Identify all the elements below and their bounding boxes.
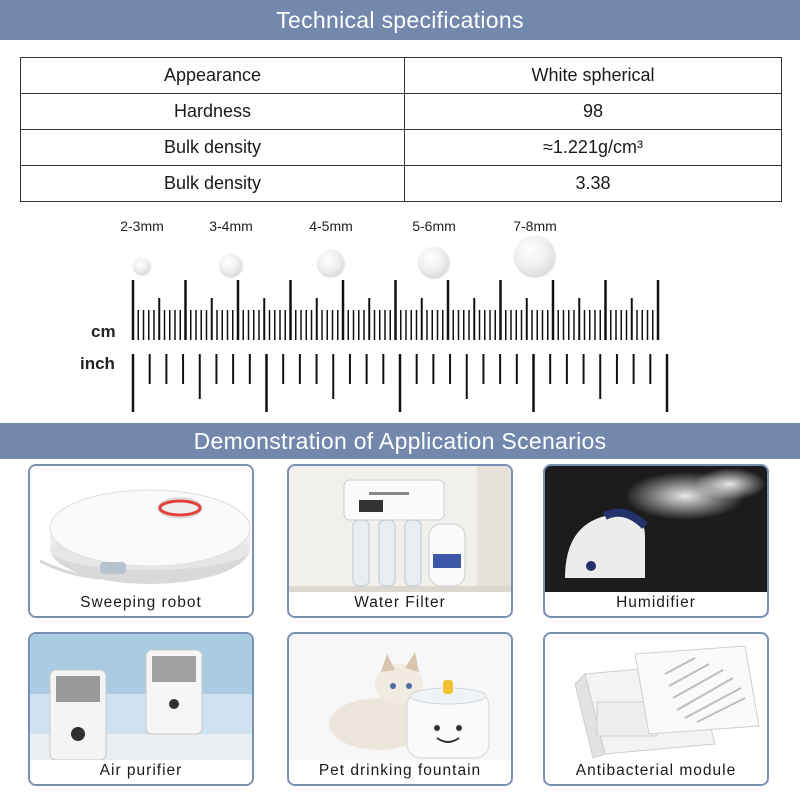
table-row xyxy=(21,94,782,130)
spec-label: Hardness xyxy=(21,94,405,130)
spec-value: 3.38 xyxy=(405,166,782,202)
scenario-card-sweeping-robot xyxy=(28,464,254,618)
scenarios-title: Demonstration of Application Scenarios xyxy=(0,423,800,459)
humidifier-icon xyxy=(545,466,767,594)
size-label: 5-6mm xyxy=(412,218,456,234)
inch-label: inch xyxy=(80,354,115,373)
specs-title: Technical specifications xyxy=(0,0,800,40)
spec-table xyxy=(20,57,782,202)
scenario-card-humidifier xyxy=(543,464,769,618)
spec-label: Bulk density xyxy=(21,130,405,166)
table-row xyxy=(21,130,782,166)
ruler xyxy=(0,270,800,420)
spec-label: Bulk density xyxy=(21,166,405,202)
robot-vacuum-icon xyxy=(30,466,252,594)
scenario-caption: Water Filter xyxy=(289,592,511,616)
spec-value: 98 xyxy=(405,94,782,130)
spec-value: ≈1.221g/cm³ xyxy=(405,130,782,166)
scenario-caption: Antibacterial module xyxy=(545,760,767,784)
scenario-caption: Pet drinking fountain xyxy=(289,760,511,784)
size-label: 4-5mm xyxy=(309,218,353,234)
air-purifier-icon xyxy=(30,634,252,762)
cm-scale xyxy=(133,280,658,340)
scenario-card-air-purifier xyxy=(28,632,254,786)
water-filter-icon xyxy=(289,466,511,594)
pet-fountain-icon xyxy=(289,634,511,762)
scenario-card-pet-fountain xyxy=(287,632,513,786)
inch-scale xyxy=(133,354,667,412)
cm-label: cm xyxy=(91,322,116,341)
table-row xyxy=(21,58,782,94)
scenario-card-water-filter xyxy=(287,464,513,618)
antibacterial-module-icon xyxy=(545,634,767,762)
scenario-caption: Air purifier xyxy=(30,760,252,784)
size-label: 3-4mm xyxy=(209,218,253,234)
scenario-caption: Sweeping robot xyxy=(30,592,252,616)
spec-value: White spherical xyxy=(405,58,782,94)
table-row xyxy=(21,166,782,202)
scenario-card-antibacterial-module xyxy=(543,632,769,786)
size-label: 2-3mm xyxy=(120,218,164,234)
size-label: 7-8mm xyxy=(513,218,557,234)
scenario-caption: Humidifier xyxy=(545,592,767,616)
spec-label: Appearance xyxy=(21,58,405,94)
